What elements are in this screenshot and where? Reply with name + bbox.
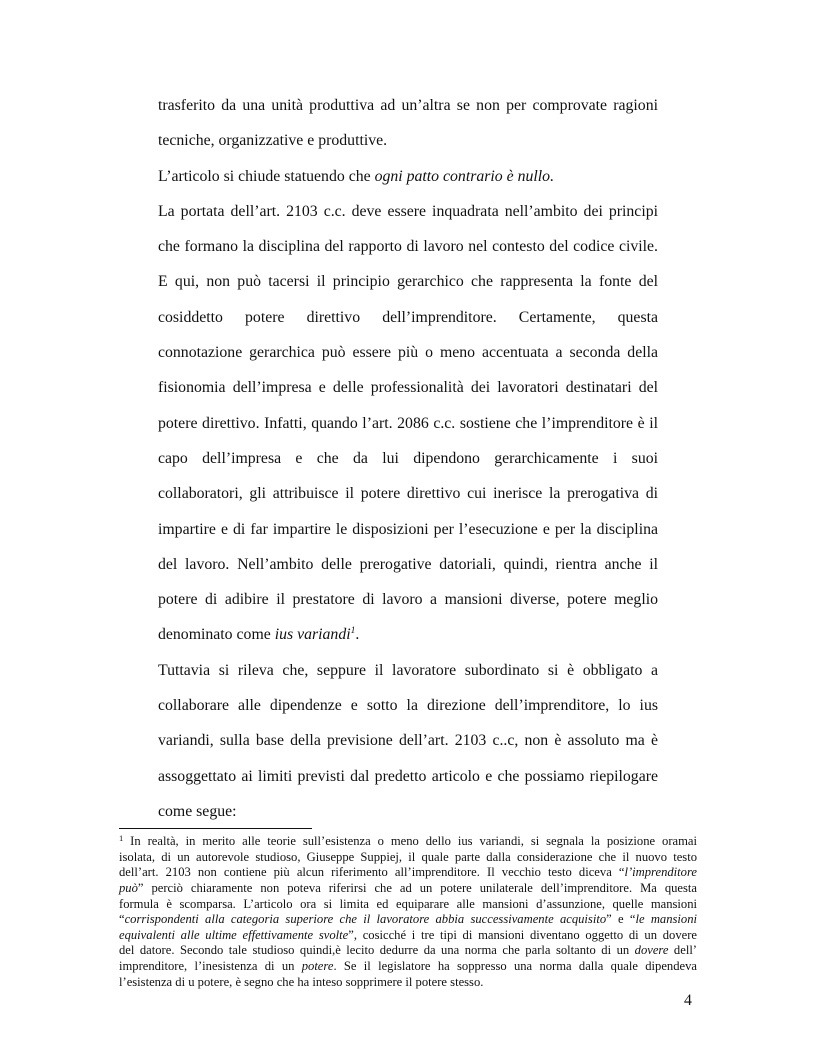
body-line — [158, 622, 658, 657]
body-line — [158, 517, 658, 552]
body-line — [158, 764, 658, 799]
text-segment: come segue: — [158, 802, 237, 820]
text-segment: dell’ — [668, 943, 698, 958]
footnote-line — [119, 943, 697, 959]
body-line — [158, 411, 658, 446]
footnote-line — [119, 834, 697, 850]
footnote-line — [119, 975, 697, 991]
body-line — [158, 375, 658, 410]
text-segment: ” e “ — [606, 912, 636, 927]
footnote-line — [119, 865, 697, 881]
text-segment: cosiddetto potere direttivo dell’imprenditore. Certamente, questa — [158, 308, 658, 326]
text-segment: collaborare alle dipendenze e sotto la direzione dell’imprenditore, lo ius — [158, 697, 658, 715]
text-segment: imprenditore, l’inesistenza di un — [119, 959, 302, 974]
text-segment: l’esistenza di u potere, è segno che ha inteso sopprimere il potere stesso. — [119, 974, 484, 989]
text-segment: collaboratori, gli attribuisce il potere direttivo cui inerisce la prerogativa di — [158, 485, 658, 503]
italic-text: ogni patto contrario è nullo. — [374, 167, 555, 185]
text-segment: impartire e di far impartire le disposizioni per l’esecuzione e per la disciplina — [158, 520, 658, 538]
body-line — [158, 164, 658, 199]
footnote-marker: 1 — [119, 833, 124, 843]
footnote-line — [119, 897, 697, 913]
text-segment: del datore. Secondo tale studioso quindi,è lecito dedurre da una norma che parla soltanto di un — [119, 943, 635, 958]
body-line — [158, 269, 658, 304]
text-segment: formula è scomparsa. L’articolo ora si limita ed equiparare alle mansioni d’assunzione, quelle mansioni — [119, 896, 697, 911]
text-segment: capo dell’impresa e che da lui dipendono gerarchicamente i suoi — [158, 449, 658, 467]
text-segment: del lavoro. Nell’ambito delle prerogative datoriali, quindi, rientra anche il — [158, 555, 658, 573]
italic-text: l’imprenditore — [624, 865, 697, 880]
footnote-line — [119, 850, 697, 866]
text-segment: fisionomia dell’impresa e delle professionalità dei lavoratori destinatari del — [158, 379, 658, 397]
italic-text: può — [119, 880, 138, 895]
text-segment: La portata dell’art. 2103 c.c. deve essere inquadrata nell’ambito dei principi — [158, 202, 658, 220]
text-segment: Tuttavia si rileva che, seppure il lavoratore subordinato si è obbligato a — [158, 661, 658, 679]
text-segment: variandi, sulla base della previsione dell’art. 2103 c..c, non è assoluto ma è — [158, 732, 658, 750]
body-line — [158, 199, 658, 234]
body-line — [158, 305, 658, 340]
footnote-line — [119, 928, 697, 944]
text-segment: E qui, non può tacersi il principio gerarchico che rappresenta la fonte del — [158, 273, 658, 291]
text-segment: . Se il legislatore ha soppresso una norma dalla quale dipendeva — [333, 959, 698, 974]
italic-text: potere — [301, 959, 334, 974]
text-segment: isolata, di un autorevole studioso, Giuseppe Suppiej, il quale parte dalla considerazione che il nuovo testo — [119, 849, 697, 864]
footnote-marker: 1 — [350, 626, 356, 637]
text-segment: . — [355, 626, 360, 644]
body-line — [158, 340, 658, 375]
body-line — [158, 234, 658, 269]
italic-text: ius variandi — [274, 626, 351, 644]
footnote-line — [119, 912, 697, 928]
italic-text: equivalenti alle ultime effettivamente svolte — [119, 927, 349, 942]
footnote-line — [119, 959, 697, 975]
body-line — [158, 93, 658, 128]
text-segment: trasferito da una unità produttiva ad un’altra se non per comprovate ragioni — [158, 97, 658, 114]
text-segment: tecniche, organizzative e produttive. — [158, 132, 388, 150]
italic-text: corrispondenti alla categoria superiore che il lavoratore abbia successivamente acquisito — [124, 912, 607, 927]
body-line — [158, 658, 658, 693]
text-segment: assoggettato ai limiti previsti dal predetto articolo e che possiamo riepilogare — [158, 767, 658, 785]
text-segment: che formano la disciplina del rapporto di lavoro nel contesto del codice civile. — [158, 238, 658, 256]
body-line — [158, 728, 658, 763]
page-number: 4 — [684, 992, 692, 1009]
text-segment: ” perciò chiaramente non poteva riferirsi che ad un potere unilaterale dell’imprenditore. Ma questa — [137, 880, 697, 895]
italic-text: le mansioni — [635, 912, 697, 927]
text-segment: L’articolo si chiude statuendo che — [158, 167, 375, 185]
text-segment: In realtà, in merito alle teorie sull’esistenza o meno dello ius variandi, si segnala la posizione oramai — [123, 834, 697, 848]
body-line — [158, 552, 658, 587]
italic-text: dovere — [634, 943, 669, 958]
text-segment: ”, cosicché i tre tipi di mansioni diventano oggetto di un dovere — [348, 927, 697, 942]
text-segment: potere direttivo. Infatti, quando l’art. 2086 c.c. sostiene che l’imprenditore è il — [158, 414, 658, 432]
body-line — [158, 693, 658, 728]
body-line — [158, 587, 658, 622]
footnote-line — [119, 881, 697, 897]
text-segment: connotazione gerarchica può essere più o meno accentuata a seconda della — [158, 344, 658, 362]
body-line — [158, 446, 658, 481]
text-segment: “ — [119, 912, 125, 927]
body-text — [158, 93, 658, 834]
footnote-separator — [119, 828, 312, 829]
text-segment: potere di adibire il prestatore di lavoro a mansioni diverse, potere meglio — [158, 591, 658, 609]
text-segment: dell’art. 2103 non contiene più alcun riferimento all’imprenditore. Il vecchio testo diceva “ — [119, 865, 625, 880]
body-line — [158, 128, 658, 163]
text-segment: denominato come — [158, 626, 275, 644]
body-line — [158, 481, 658, 516]
footnote — [119, 834, 697, 990]
